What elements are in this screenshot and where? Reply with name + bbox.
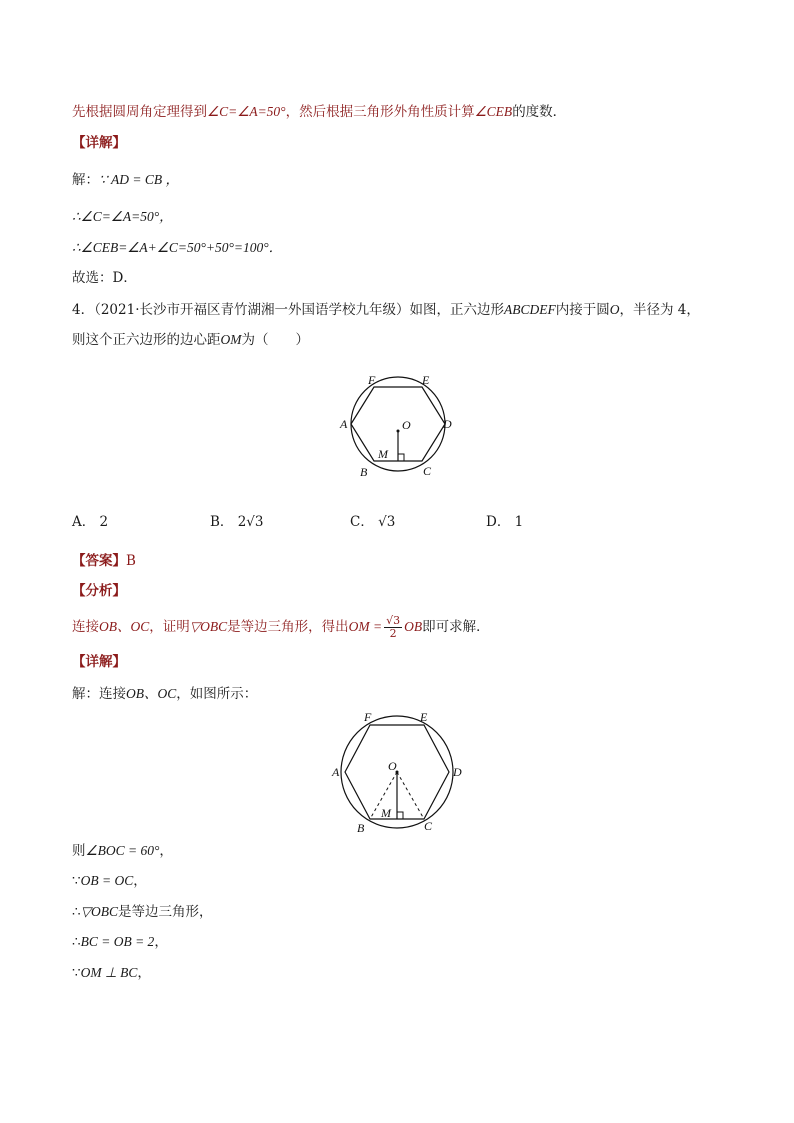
label-a: A bbox=[332, 765, 340, 779]
label-m: M bbox=[381, 806, 391, 820]
label-b: B bbox=[357, 821, 365, 835]
label-f: F bbox=[364, 710, 372, 724]
label-o: O bbox=[402, 418, 411, 432]
label-a: A bbox=[340, 417, 348, 431]
detail2-line-2: ∵OB = OC， bbox=[72, 873, 147, 889]
detail-heading-2: 【详解】 bbox=[72, 654, 126, 670]
fraction-sqrt3-over-2: $\frac{√3}{2}$ bbox=[386, 614, 401, 640]
analysis-text: 连接OB、OC，证明▽OBC是等边三角形，得出OM = $\frac{√3}{2}$ OB即可求解． bbox=[72, 614, 490, 640]
question-line-1: 4．（2021·长沙市开福区青竹湖湘一外国语学校九年级）如图，正六边形ABCDEF内接于圆O，半径为 4， bbox=[72, 302, 700, 318]
intro-text-post: 的度数． bbox=[512, 104, 567, 120]
answer-line bbox=[72, 551, 136, 571]
intro-line bbox=[72, 102, 566, 122]
label-e: E bbox=[420, 710, 428, 724]
label-c: C bbox=[424, 819, 433, 833]
center-point-o bbox=[397, 430, 400, 433]
detail2-line-3: ∴▽OBC是等边三角形， bbox=[72, 904, 213, 920]
label-o: O bbox=[388, 759, 397, 773]
label-d: D bbox=[453, 765, 462, 779]
detail2-intro: 解：连接OB、OC，如图所示： bbox=[72, 686, 258, 702]
right-angle-mark bbox=[397, 812, 403, 819]
label-f: F bbox=[368, 373, 376, 387]
detail2-line-5: ∵OM ⊥ BC， bbox=[72, 965, 151, 981]
detail-heading-1: 【详解】 bbox=[72, 135, 126, 151]
detail1-line-1: 解：∵ AD = CB ， bbox=[72, 172, 179, 188]
option-a: A． 2 bbox=[72, 514, 109, 530]
right-angle-mark bbox=[398, 454, 404, 461]
label-b: B bbox=[360, 465, 368, 479]
intro-text-mid: ，然后根据三角形外角性质计算 bbox=[285, 104, 475, 120]
detail2-line-4: ∴BC = OB = 2， bbox=[72, 934, 168, 950]
detail1-line-2: ∴∠C=∠A=50°， bbox=[72, 209, 173, 224]
hexagon-figure-2 bbox=[326, 708, 476, 838]
detail1-line-4: 故选：D． bbox=[72, 270, 137, 286]
detail1-line-3: ∴∠CEB=∠A+∠C=50°+50°=100°． bbox=[72, 240, 283, 255]
label-m: M bbox=[378, 447, 388, 461]
option-c: C． √3 bbox=[350, 514, 396, 530]
answer-heading: 【答案】 bbox=[72, 553, 126, 569]
intro-math-angles: ∠C=∠A=50° bbox=[207, 104, 286, 119]
answer-value: B bbox=[126, 553, 136, 569]
question-line-2: 则这个正六边形的边心距OM为（ ） bbox=[72, 332, 309, 348]
hexagon-figure-1 bbox=[330, 372, 470, 482]
label-d: D bbox=[443, 417, 452, 431]
question-source: （2021·长沙市开福区青竹湖湘一外国语学校九年级） bbox=[94, 302, 410, 318]
label-e: E bbox=[422, 373, 430, 387]
option-d: D． 1 bbox=[486, 514, 524, 530]
intro-text: 先根据圆周角定理得到 bbox=[72, 104, 207, 120]
label-c: C bbox=[423, 464, 432, 478]
intro-math-ceb: ∠CEB bbox=[474, 104, 513, 119]
analysis-heading: 【分析】 bbox=[72, 583, 126, 599]
option-b: B． 2√3 bbox=[210, 514, 264, 530]
detail2-line-1: 则∠BOC = 60°， bbox=[72, 843, 173, 859]
